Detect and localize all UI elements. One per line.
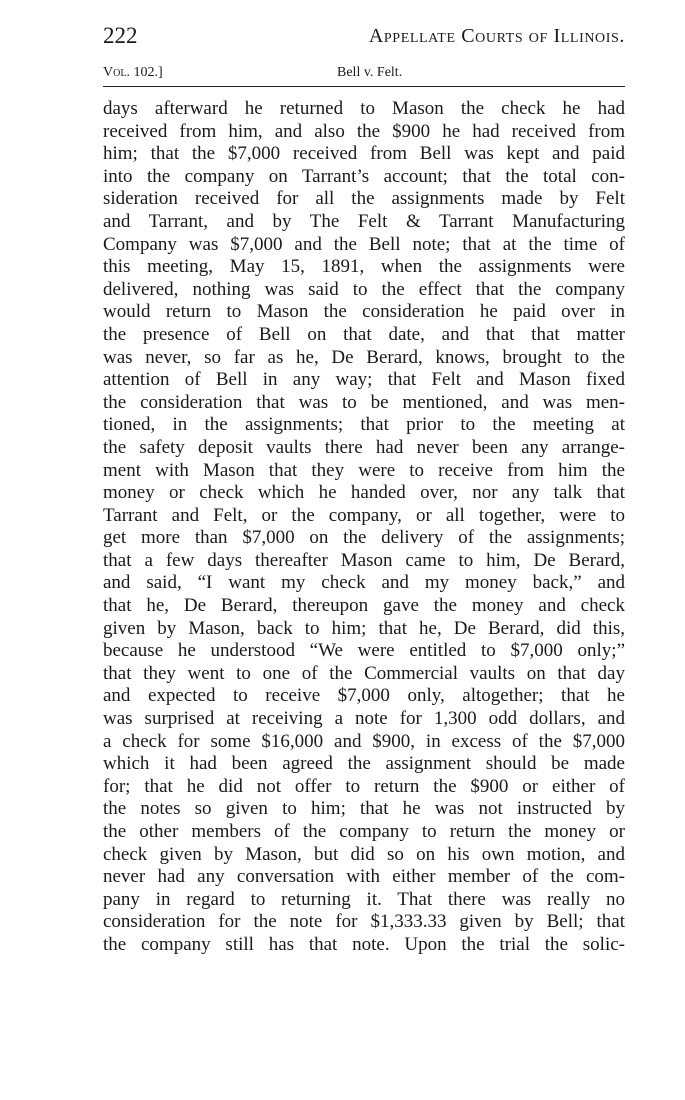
text-line: was never, so far as he, De Berard, knows, brought to the: [103, 346, 625, 368]
text-line: and said, “I want my check and my money back,” and: [103, 572, 625, 594]
text-line: into the company on Tarrant’s account; that the total con-: [103, 165, 625, 187]
text-line: tioned, in the assignments; that prior to the meeting at: [103, 414, 625, 436]
text-line: him; that the $7,000 received from Bell was kept and paid: [103, 143, 625, 165]
text-line: given by Mason, back to him; that he, De Berard, did this,: [103, 617, 625, 639]
running-head: [103, 20, 625, 52]
text-line: the company still has that note. Upon the trial the solic-: [103, 933, 625, 955]
text-line: that a few days thereafter Mason came to him, De Berard,: [103, 549, 625, 571]
text-line: money or check which he handed over, nor any talk that: [103, 482, 625, 504]
text-line: the other members of the company to return the money or: [103, 821, 625, 842]
text-line: the notes so given to him; that he was not instructed by: [103, 798, 625, 820]
body-text: [103, 98, 625, 957]
text-line: would return to Mason the consideration he paid over in: [103, 301, 625, 323]
text-line: pany in regard to returning it. That there was really no: [103, 888, 625, 910]
text-line: attention of Bell in any way; that Felt and Mason fixed: [103, 369, 625, 391]
text-line: days afterward he returned to Mason the check he had: [103, 98, 625, 119]
text-line: was surprised at receiving a note for 1,300 odd dollars, and: [103, 708, 625, 730]
text-line: the consideration that was to be mentioned, and was men-: [103, 391, 625, 413]
text-line: Tarrant and Felt, or the company, or all together, were to: [103, 504, 625, 526]
case-subhead: [103, 60, 625, 87]
text-line: and expected to receive $7,000 only, altogether; that he: [103, 685, 625, 707]
text-line: Company was $7,000 and the Bell note; that at the time of: [103, 233, 625, 255]
case-name: Bell v. Felt.: [337, 65, 403, 80]
text-line: a check for some $16,000 and $900, in excess of the $7,000: [103, 730, 625, 752]
text-line: get more than $7,000 on the delivery of the assignments;: [103, 527, 625, 549]
text-line: check given by Mason, but did so on his own motion, and: [103, 843, 625, 865]
page-number: 222: [103, 23, 138, 48]
text-line: ment with Mason that they were to receive from him the: [103, 459, 625, 481]
text-line: sideration received for all the assignments made by Felt: [103, 188, 625, 210]
text-line: for; that he did not offer to return the $900 or either of: [103, 775, 625, 797]
text-line: this meeting, May 15, 1891, when the assignments were: [103, 256, 625, 278]
text-line: received from him, and also the $900 he had received from: [103, 120, 625, 142]
text-line: the presence of Bell on that date, and that that matter: [103, 323, 625, 345]
text-line: never had any conversation with either member of the com-: [103, 866, 625, 888]
running-title: Appellate Courts of Illinois.: [368, 25, 625, 47]
text-line: and Tarrant, and by The Felt & Tarrant Manufacturing: [103, 210, 625, 232]
text-line: the safety deposit vaults there had never been any arrange-: [103, 436, 625, 458]
text-line: which it had been agreed the assignment should be made: [103, 753, 625, 775]
text-line: because he understood “We were entitled to $7,000 only;”: [103, 640, 625, 662]
text-line: consideration for the note for $1,333.33 given by Bell; that: [103, 911, 625, 933]
text-line: delivered, nothing was said to the effect that the company: [103, 278, 625, 300]
text-line: that they went to one of the Commercial vaults on that day: [103, 662, 625, 684]
text-line: that he, De Berard, thereupon gave the money and check: [103, 595, 625, 617]
volume-label: Vol. 102.]: [103, 65, 163, 80]
